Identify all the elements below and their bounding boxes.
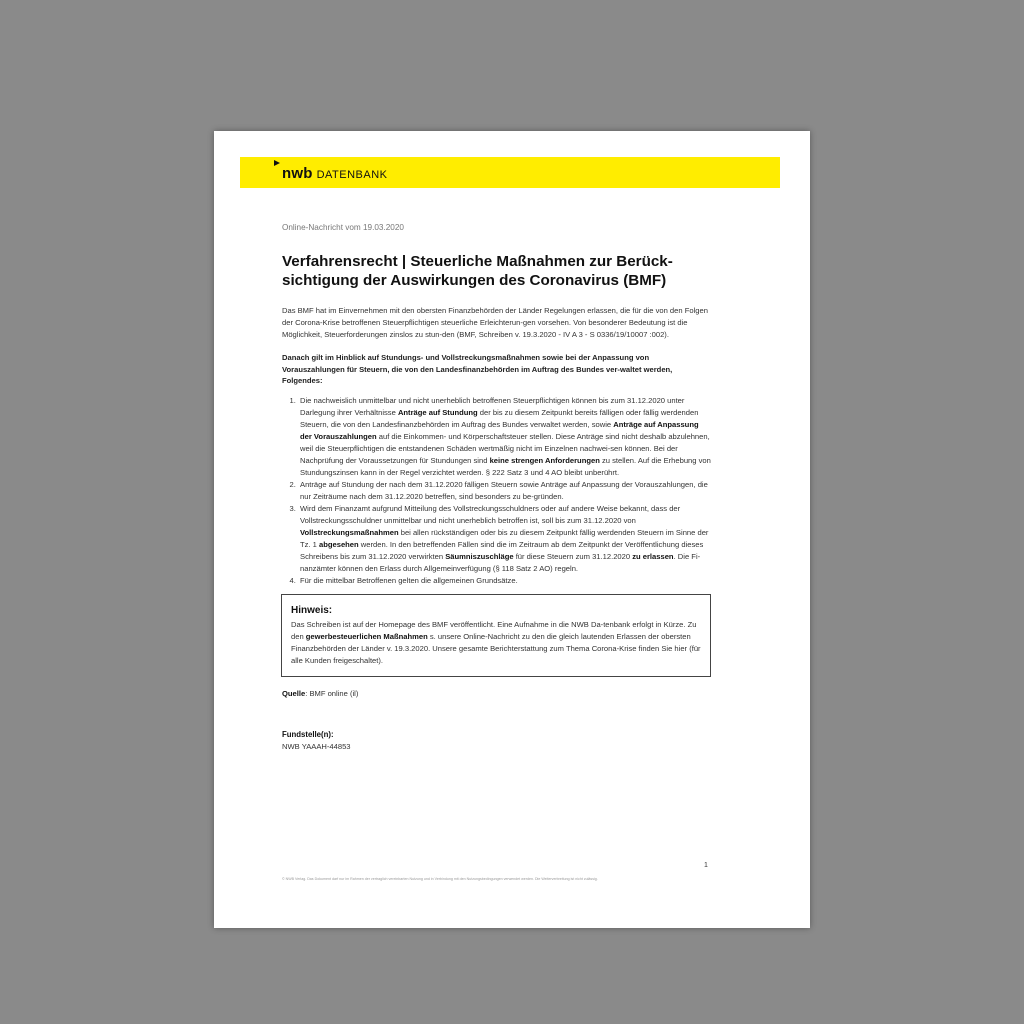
intro-paragraph: Das BMF hat im Einvernehmen mit den obersten Finanzbehörden der Länder Regelungen erlassen, die für die von den Folgen der Corona-Krise betroffenen Steuerpflichtigen steuerliche Erleichterun-gen vorsehen. Von besonderer Bedeutung ist die Möglichkeit, Steuerforderungen zinslos zu stun-den (BMF, Schreiben v. 19.3.2020 - IV A 3 - S 0336/19/10007 :002).: [282, 306, 708, 340]
list-item: 2. Anträge auf Stundung der nach dem 31.12.2020 fälligen Steuern sowie Anträge auf Anpassung der Vorauszahlungen, die nur Zeiträume nach dem 31.12.2020 betreffen, sind besonders zu be-gründen.: [298, 479, 712, 503]
logo-word: nwb: [282, 165, 313, 182]
hint-text: Das Schreiben ist auf der Homepage des BMF veröffentlicht. Eine Aufnahme in die NWB Da-tenbank erfolgt in Kürze. Zu den gewerbesteuerlichen Maßnahmen s. unsere Online-Nachricht zu den die gleich lautenden Erlassen der obersten Finanzbehörden der Länder v. 19.3.2020. Unsere gesamte Berichterstattung zum Thema Corona-Krise finden Sie hier (für alle Kunden freigeschaltet).: [291, 619, 701, 666]
publication-date: Online-Nachricht vom 19.03.2020: [282, 223, 404, 232]
logo-arrow-icon: [274, 160, 280, 166]
hint-box: [281, 594, 711, 677]
footer-copyright: © NWB Verlag. Das Dokument darf nur im Rahmen der vertraglich vereinbarten Nutzung und in Verbindung mit den Nutzungsbedingungen verwendet werden. Die Weiterverbreitung ist nicht zulässig.: [282, 877, 598, 881]
article-title: Verfahrensrecht | Steuerliche Maßnahmen zur Berück-sichtigung der Auswirkungen des Coronavirus (BMF): [282, 253, 673, 289]
nwb-logo: [282, 165, 388, 182]
list-item: 4. Für die mittelbar Betroffenen gelten die allgemeinen Grundsätze.: [298, 575, 712, 587]
measures-list: [282, 395, 712, 587]
list-item: 3. Wird dem Finanzamt aufgrund Mitteilung des Vollstreckungsschuldners oder auf andere Weise bekannt, dass der Vollstreckungsschuldner unmittelbar und nicht unerheblich betroffen ist, soll bis zum 31.12.2020 von Vollstreckungsmaßnahmen bei allen rückständigen oder bis zu diesem Zeitpunkt fällig werdenden Steuern im Sinne der Tz. 1 abgesehen werden. In den betreffenden Fällen sind die im Zeitraum ab dem Zeitpunkt der Veröffentlichung dieses Schreibens bis zum 31.12.2020 verwirkten Säumniszuschläge für diese Steuern zum 31.12.2020 zu erlassen. Die Fi-nanzämter können den Erlass durch Allgemeinverfügung (§ 118 Satz 2 AO) regeln.: [298, 503, 712, 575]
document-content: [282, 223, 712, 751]
hint-title: Hinweis:: [291, 604, 333, 616]
lead-paragraph: Danach gilt im Hinblick auf Stundungs- und Vollstreckungsmaßnahmen sowie bei der Anpassung von Vorauszahlungen für Steuern, die von den Landesfinanzbehörden im Auftrag des Bundes ver-waltet werden, Folgendes:: [282, 353, 673, 386]
fundstelle-value: NWB YAAAH-44853: [282, 741, 351, 751]
list-item: 1. Die nachweislich unmittelbar und nicht unerheblich betroffenen Steuerpflichtigen können bis zum 31.12.2020 unter Darlegung ihrer Verhältnisse Anträge auf Stundung der bis zu diesem Zeitpunkt bereits fälligen oder fällig werdenden Steuern, die von den Landesfinanzbehörden im Auftrag des Bundes verwaltet werden, sowie Anträge auf Anpassung der Vorauszahlungen auf die Einkommen- und Körperschaftsteuer stellen. Diese Anträge sind nicht deshalb abzulehnen, weil die Steuerpflichtigen die entstandenen Schäden wertmäßig nicht im Einzelnen nachwei-sen können. Bei der Nachprüfung der Voraussetzungen für Stundungen sind keine strengen Anforderungen zu stellen. Auf die Erhebung von Stundungszinsen kann in der Regel verzichtet werden. § 222 Satz 3 und 4 AO bleibt unberührt.: [298, 395, 712, 479]
nwb-banner: [240, 157, 780, 188]
page-number: 1: [704, 862, 708, 869]
source-line: Quelle: BMF online (il): [282, 688, 359, 698]
logo-subtitle: DATENBANK: [316, 169, 388, 181]
document-page: [214, 131, 810, 928]
fundstelle-label: Fundstelle(n):: [282, 729, 334, 739]
